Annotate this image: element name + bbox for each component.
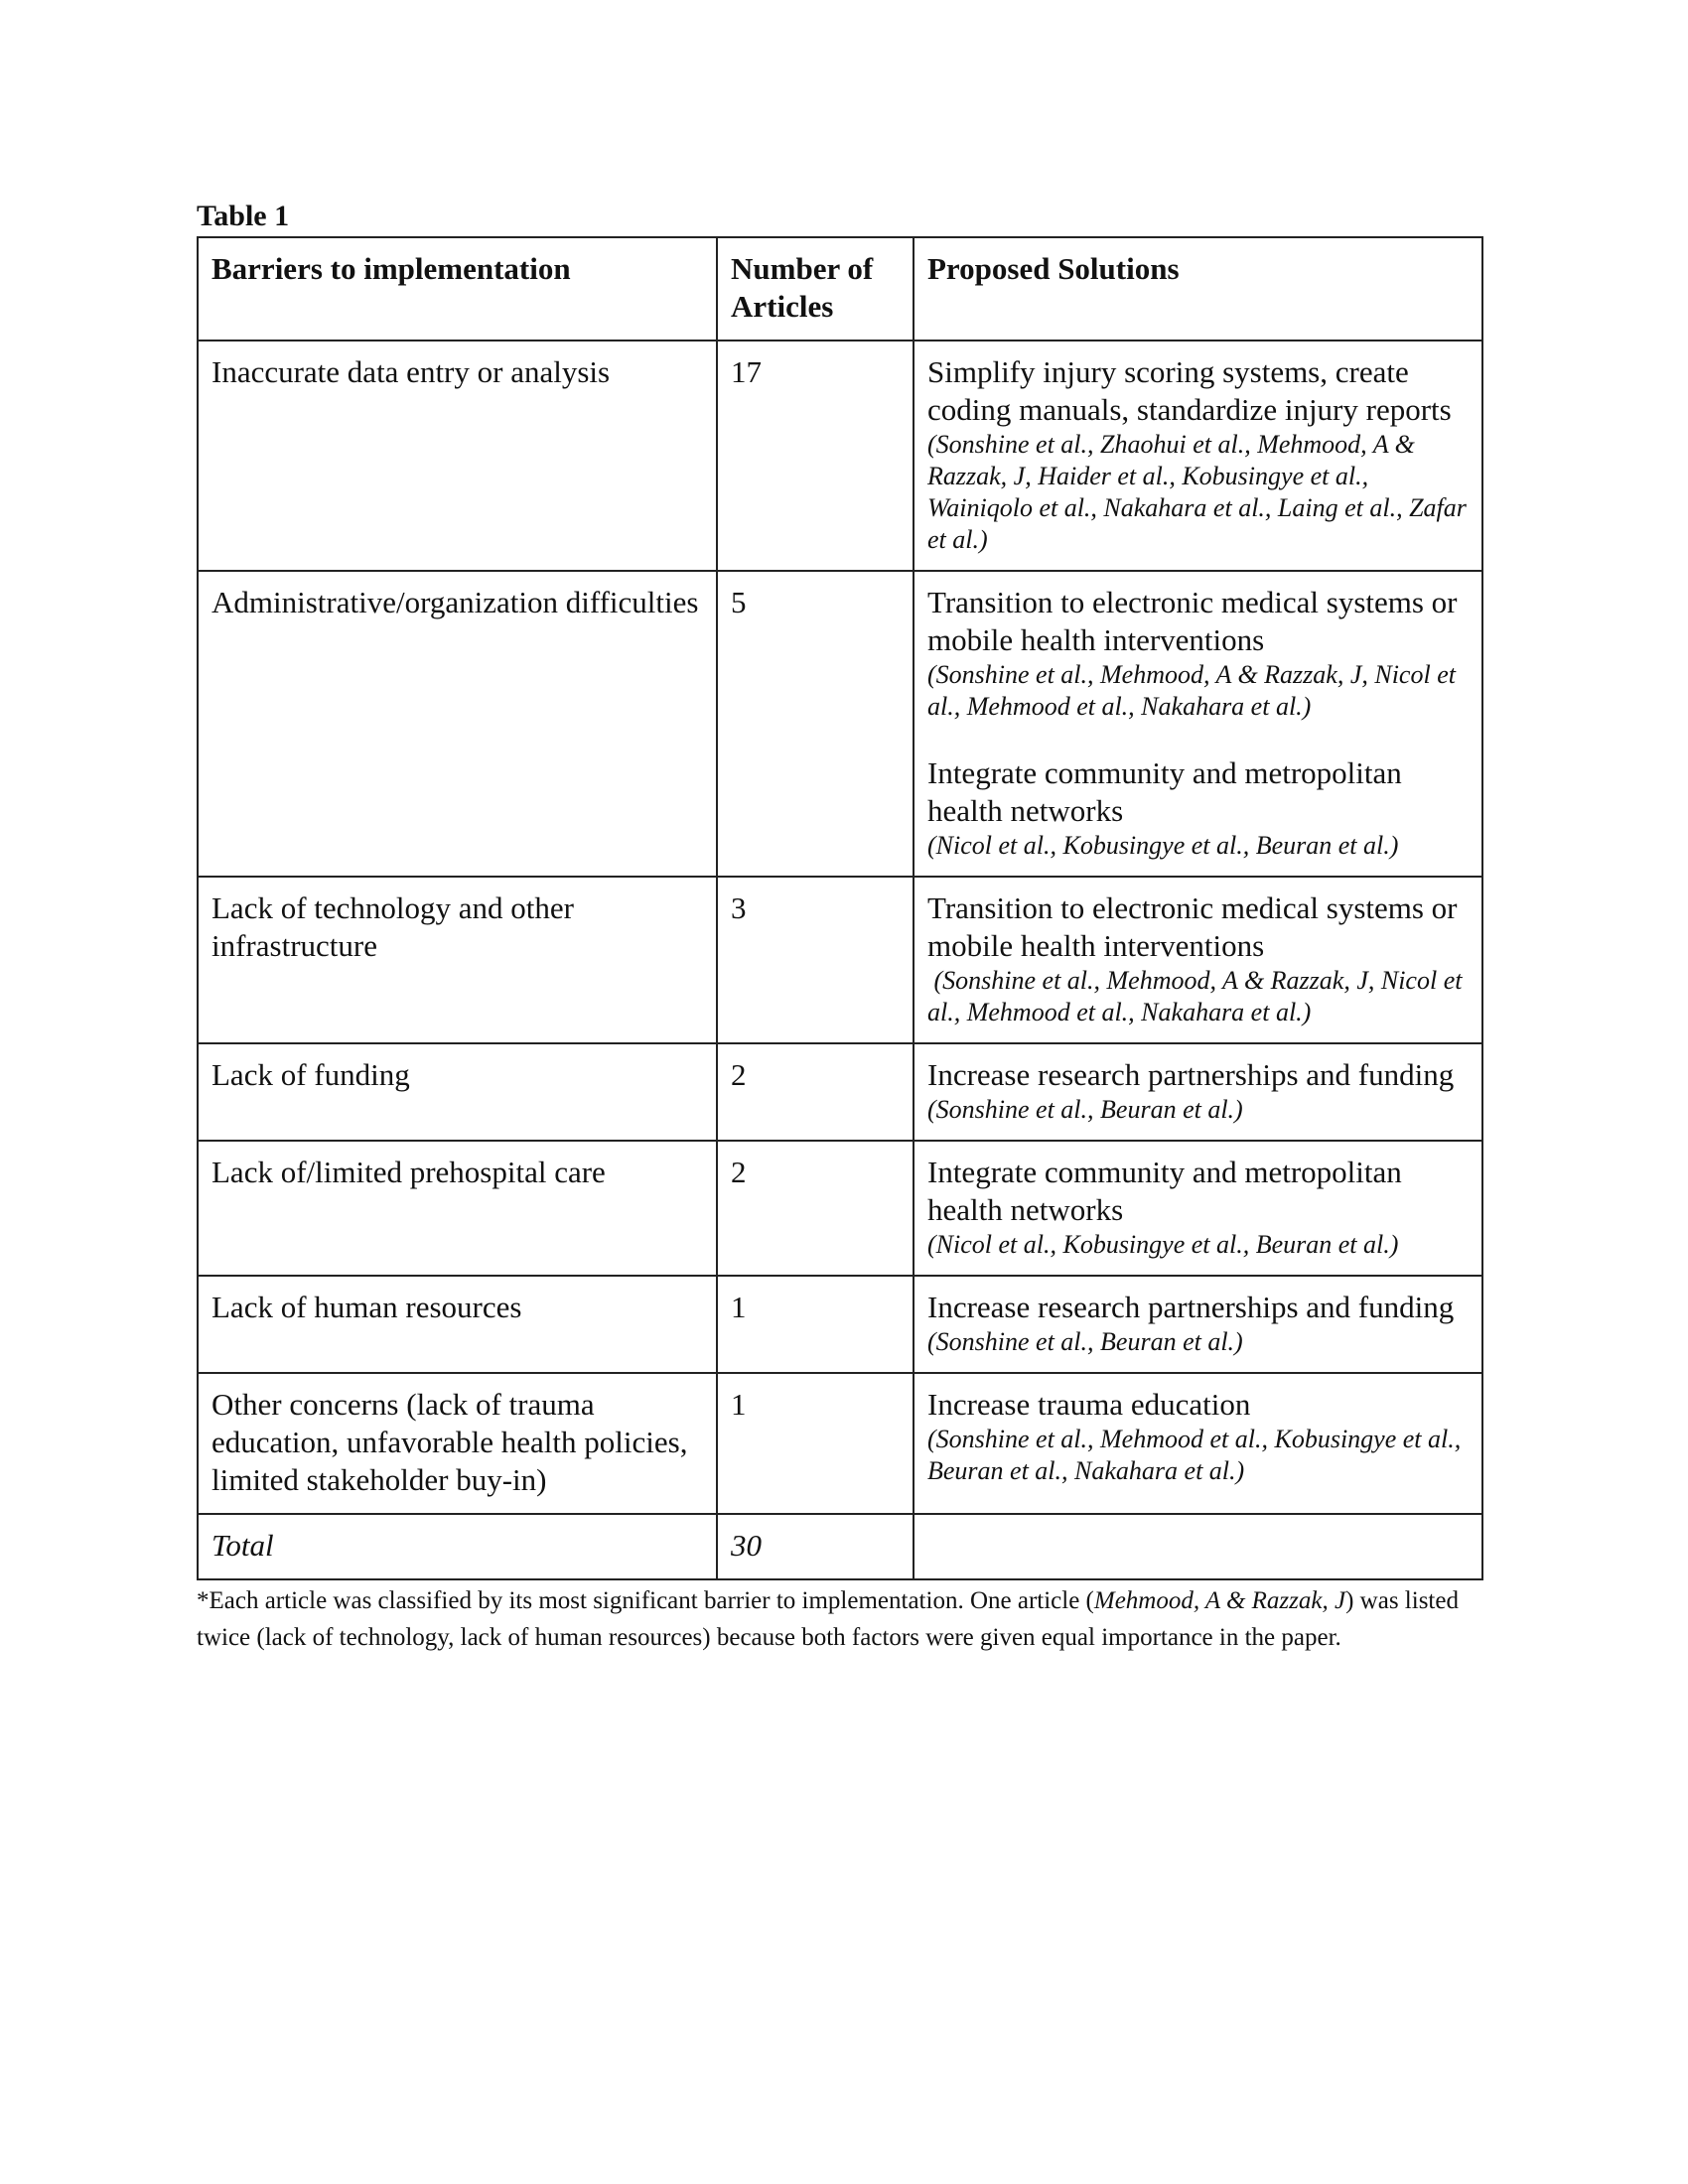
barrier-cell: Lack of technology and other infrastructure (198, 877, 717, 1043)
solution-citation: (Sonshine et al., Mehmood, A & Razzak, J, Nicol et al., Mehmood et al., Nakahara et al.) (927, 966, 1469, 1026)
table-row (198, 571, 1482, 877)
table-footnote (197, 1582, 1487, 1656)
solutions-cell (914, 1373, 1482, 1514)
barriers-table (197, 236, 1483, 1580)
solution-citation: (Sonshine et al., Beuran et al.) (927, 1327, 1243, 1356)
solution-text: Transition to electronic medical systems or mobile health interventions (927, 585, 1458, 657)
solutions-cell (914, 1141, 1482, 1276)
solution-block (927, 754, 1469, 862)
barrier-cell: Inaccurate data entry or analysis (198, 341, 717, 571)
footnote-text-after: ) was listed twice (lack of technology, lack of human resources) because both factors were given equal importance in the paper. (197, 1587, 1459, 1651)
table-row (198, 341, 1482, 571)
solution-text: Simplify injury scoring systems, create coding manuals, standardize injury reports (927, 354, 1452, 427)
solution-block (927, 584, 1469, 723)
count-cell: 3 (717, 877, 914, 1043)
header-number-of-articles: Number of Articles (717, 237, 914, 341)
solution-citation: (Sonshine et al., Mehmood, A & Razzak, J, Nicol et al., Mehmood et al., Nakahara et al.) (927, 660, 1456, 721)
solution-block (927, 1386, 1469, 1487)
total-count: 30 (717, 1514, 914, 1579)
document-page (197, 199, 1481, 1656)
barrier-cell: Other concerns (lack of trauma education, unfavorable health policies, limited stakeholder buy-in) (198, 1373, 717, 1514)
barrier-cell: Administrative/organization difficulties (198, 571, 717, 877)
total-solutions-cell (914, 1514, 1482, 1579)
solution-text: Increase research partnerships and funding (927, 1057, 1455, 1092)
solutions-cell (914, 1276, 1482, 1373)
solution-text: Integrate community and metropolitan health networks (927, 1155, 1402, 1227)
table-row (198, 1373, 1482, 1514)
header-barriers: Barriers to implementation (198, 237, 717, 341)
solution-block (927, 353, 1469, 556)
footnote-text-before: *Each article was classified by its most significant barrier to implementation. One article ( (197, 1587, 1094, 1614)
solution-text: Increase trauma education (927, 1387, 1251, 1422)
total-row (198, 1514, 1482, 1579)
table-row (198, 1141, 1482, 1276)
barrier-cell: Lack of/limited prehospital care (198, 1141, 717, 1276)
total-label: Total (198, 1514, 717, 1579)
count-cell: 1 (717, 1373, 914, 1514)
count-cell: 5 (717, 571, 914, 877)
barrier-cell: Lack of funding (198, 1043, 717, 1141)
solution-citation: (Sonshine et al., Mehmood et al., Kobusingye et al., Beuran et al., Nakahara et al.) (927, 1425, 1462, 1485)
count-cell: 1 (717, 1276, 914, 1373)
solution-block (927, 889, 1469, 1028)
solution-block (927, 1154, 1469, 1261)
solution-block (927, 1289, 1469, 1358)
count-cell: 17 (717, 341, 914, 571)
solutions-cell (914, 571, 1482, 877)
solutions-cell (914, 1043, 1482, 1141)
table-row (198, 1276, 1482, 1373)
solution-text: Transition to electronic medical systems or mobile health interventions (927, 890, 1458, 963)
count-cell: 2 (717, 1043, 914, 1141)
header-proposed-solutions: Proposed Solutions (914, 237, 1482, 341)
solution-block (927, 1056, 1469, 1126)
solution-citation: (Sonshine et al., Beuran et al.) (927, 1095, 1243, 1124)
solution-citation: (Sonshine et al., Zhaohui et al., Mehmood, A & Razzak, J, Haider et al., Kobusingye et al., Wainiqolo et al., Nakahara et al., Laing et al., Zafar et al.) (927, 430, 1467, 554)
table-header-row (198, 237, 1482, 341)
solution-citation: (Nicol et al., Kobusingye et al., Beuran et al.) (927, 831, 1399, 860)
solutions-cell (914, 341, 1482, 571)
footnote-citation: Mehmood, A & Razzak, J (1093, 1587, 1346, 1614)
solution-citation: (Nicol et al., Kobusingye et al., Beuran et al.) (927, 1230, 1399, 1259)
solutions-cell (914, 877, 1482, 1043)
table-title: Table 1 (197, 200, 290, 232)
table-row (198, 1043, 1482, 1141)
solution-text: Increase research partnerships and funding (927, 1290, 1455, 1324)
count-cell: 2 (717, 1141, 914, 1276)
table-row (198, 877, 1482, 1043)
solution-text: Integrate community and metropolitan health networks (927, 755, 1402, 828)
barrier-cell: Lack of human resources (198, 1276, 717, 1373)
